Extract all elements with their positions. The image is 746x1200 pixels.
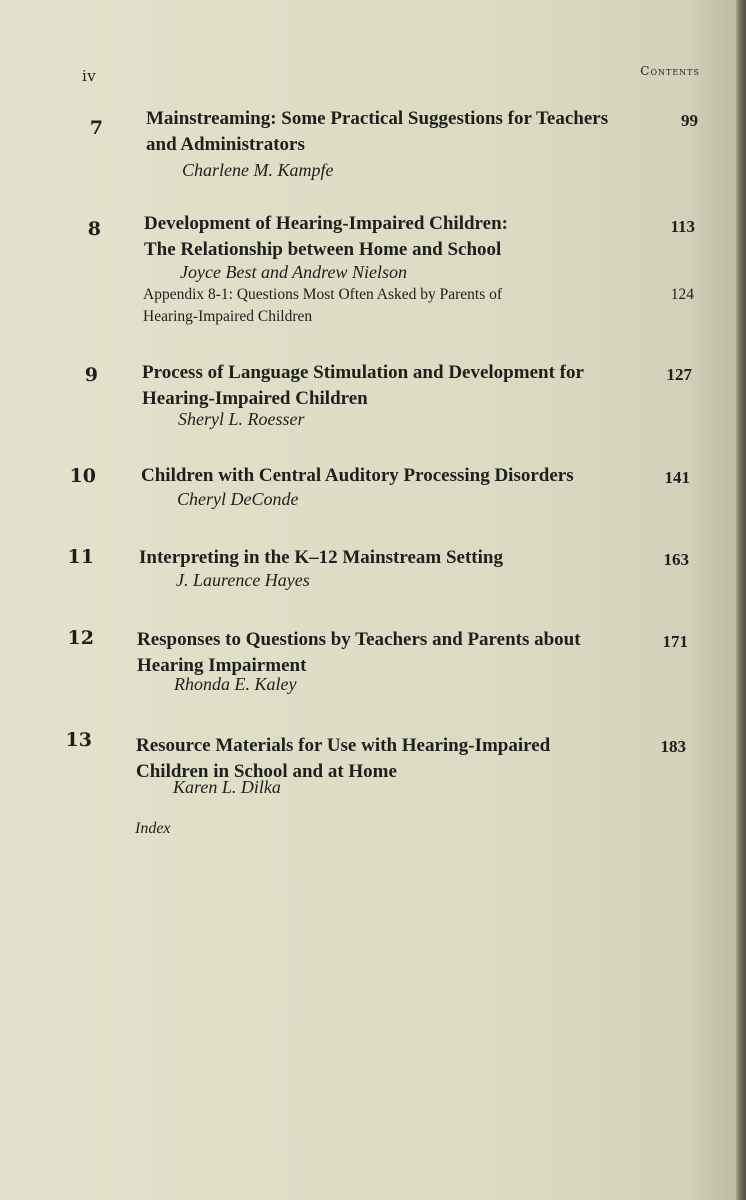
chapter-number: 13 [65,729,92,751]
chapter-number: 10 [69,465,96,487]
chapter-author: J. Laurence Hayes [176,570,310,590]
chapter-page-number: 127 [666,365,692,384]
chapter-title-line: Process of Language Stimulation and Development for [142,362,584,383]
page-label: iv [82,67,97,85]
chapter-number: 9 [84,364,98,386]
appendix-page-number: 124 [670,286,694,303]
chapter-page-number: 163 [663,550,689,569]
chapter-author: Charlene M. Kampfe [182,160,334,180]
chapter-title-line: Mainstreaming: Some Practical Suggestions for Teachers [146,108,609,129]
chapter-title-line: and Administrators [146,134,305,155]
chapter-page-number: 141 [664,468,690,487]
appendix-entry [143,284,633,328]
chapter-page-number: 113 [670,217,695,236]
chapter-title-line: Development of Hearing-Impaired Children: [144,213,508,234]
chapter-title [141,463,646,489]
chapter-author: Joyce Best and Andrew Nielson [180,262,407,282]
chapter-title-line: Responses to Questions by Teachers and Parents about [137,629,581,650]
chapter-author: Karen L. Dilka [173,777,281,797]
page-edge-shadow [736,0,746,1200]
chapter-title-line: Interpreting in the K–12 Mainstream Setting [139,547,503,568]
chapter-page-number: 183 [660,737,686,756]
chapter-number: 8 [87,218,101,240]
chapter-title [142,360,647,412]
chapter-title-line: Hearing Impairment [137,655,307,676]
chapter-page-number: 99 [681,111,698,130]
chapter-title [146,106,651,158]
chapter-number: 11 [67,546,94,568]
chapter-title-line: Hearing-Impaired Children [142,388,368,409]
appendix-line: Appendix 8-1: Questions Most Often Asked by Parents of [143,286,503,303]
chapter-title-line: Children in School and at Home [136,761,397,782]
chapter-title [137,627,642,679]
chapter-title-line: Children with Central Auditory Processing Disorders [141,465,574,486]
running-title: Contents [640,64,700,78]
chapter-number: 12 [67,627,94,649]
appendix-line: Hearing-Impaired Children [143,308,313,325]
chapter-page-number: 171 [662,632,688,651]
chapter-author: Rhonda E. Kaley [174,674,297,694]
chapter-author: Cheryl DeConde [177,489,299,509]
index-entry: Index [135,820,171,837]
chapter-number: 7 [89,117,103,139]
chapter-title [139,545,644,571]
chapter-title-line: The Relationship between Home and School [144,239,502,260]
chapter-author: Sheryl L. Roesser [178,409,305,429]
chapter-title [144,211,649,263]
chapter-title-line: Resource Materials for Use with Hearing-Impaired [136,735,551,756]
